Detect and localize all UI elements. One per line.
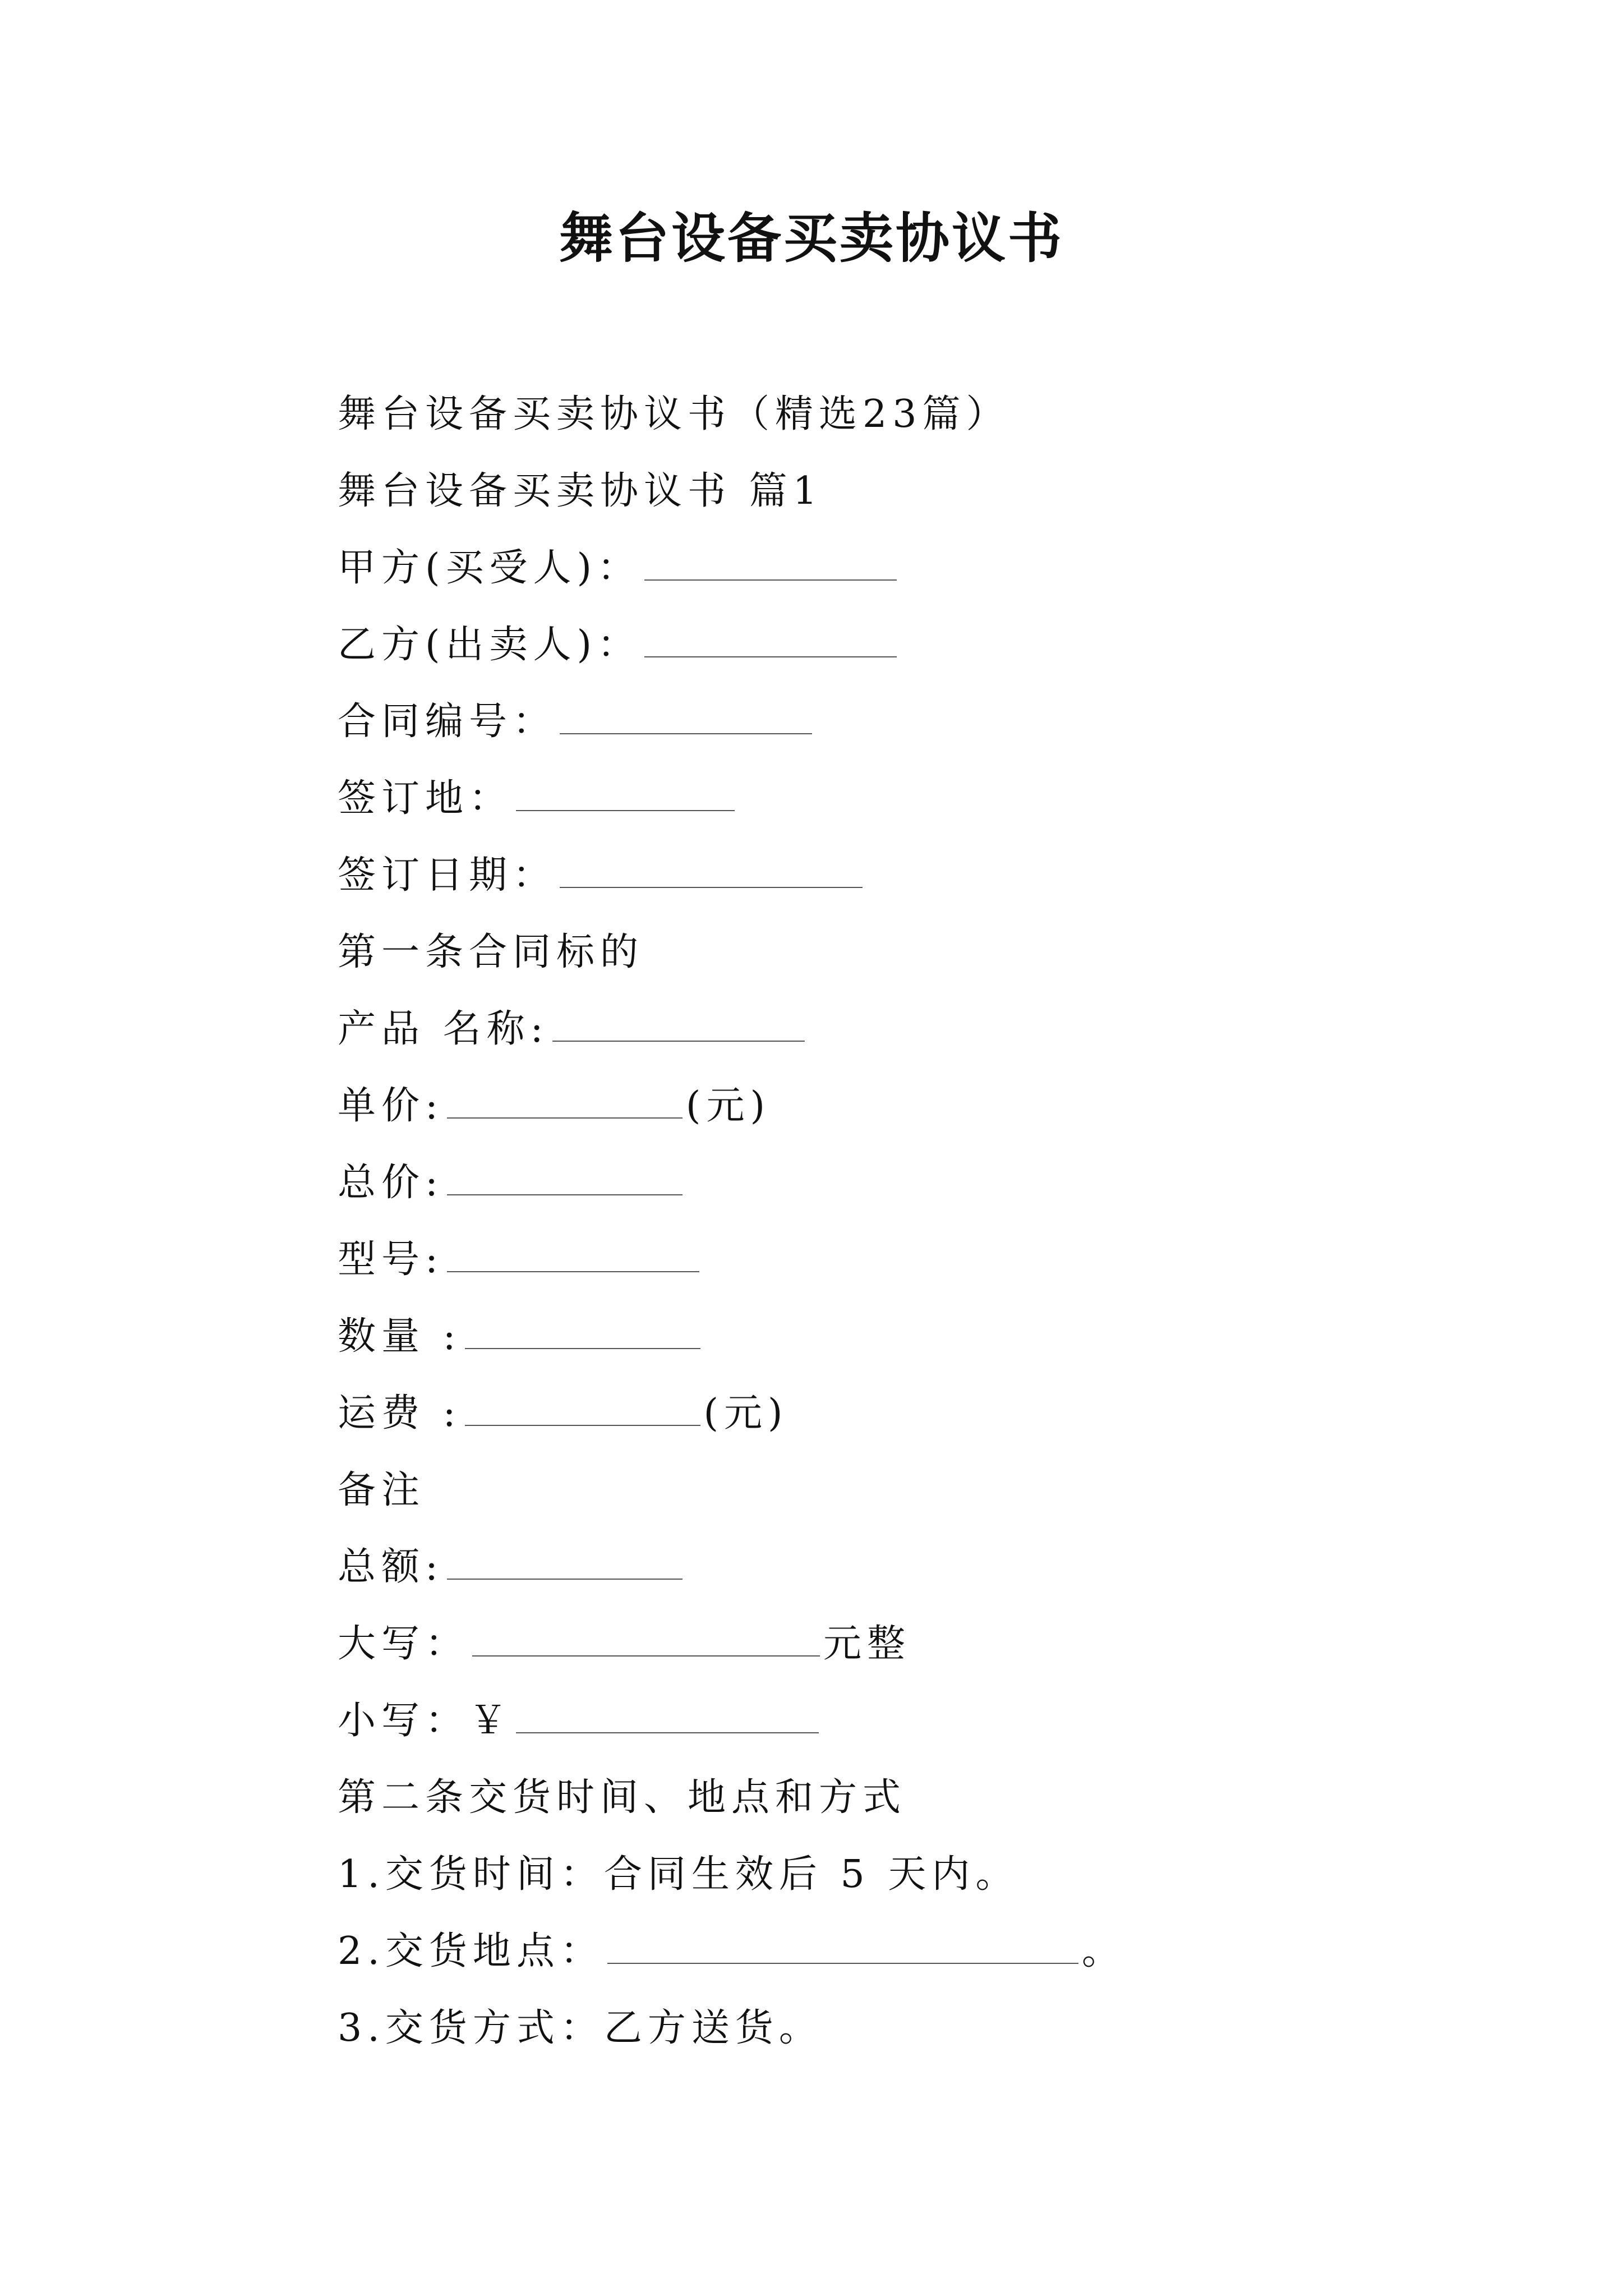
lower-case-line [338, 1682, 1515, 1759]
delivery-place-line [338, 1913, 1515, 1990]
remarks-line [338, 1452, 1515, 1529]
lower-case-blank [516, 1705, 819, 1733]
quantity-line [338, 1298, 1515, 1375]
party-b-blank [644, 629, 897, 657]
freight-blank [465, 1398, 700, 1426]
product-name-label: 产品 名称: [338, 1007, 549, 1051]
freight-line [338, 1375, 1515, 1452]
upper-case-blank [472, 1628, 820, 1657]
upper-case-line [338, 1605, 1515, 1682]
sign-date-line [338, 837, 1515, 914]
article2-heading: 第二条交货时间、地点和方式 [338, 1775, 907, 1820]
unit-price-suffix: (元) [685, 1084, 771, 1128]
party-a-line [338, 530, 1515, 606]
party-a-blank [644, 553, 897, 581]
contract-no-label: 合同编号： [338, 700, 557, 744]
article1-heading: 第一条合同标的 [338, 930, 644, 974]
freight-label: 运费 : [338, 1391, 462, 1435]
upper-case-suffix: 元整 [823, 1622, 911, 1666]
lower-case-label: 小写：￥ [338, 1699, 513, 1743]
model-blank [447, 1244, 699, 1272]
model-label: 型号: [338, 1237, 444, 1282]
remarks-label: 备注 [338, 1468, 426, 1512]
delivery-method-line: 3.交货方式：乙方送货。 [338, 2006, 823, 2050]
product-name-line [338, 991, 1515, 1068]
delivery-time-line: 1.交货时间：合同生效后 5 天内。 [338, 1852, 1020, 1897]
delivery-place-suffix: 。 [1081, 1929, 1126, 1973]
sign-date-blank [560, 860, 863, 888]
sign-place-blank [516, 783, 735, 811]
quantity-label: 数量 : [338, 1314, 462, 1359]
sign-place-line [338, 760, 1515, 837]
total-amount-line [338, 1529, 1515, 1605]
unit-price-line [338, 1068, 1515, 1144]
document-body [338, 376, 1515, 2067]
sign-date-label: 签订日期： [338, 853, 557, 898]
total-price-blank [447, 1167, 683, 1195]
quantity-blank [465, 1321, 700, 1349]
unit-price-blank [447, 1091, 683, 1119]
freight-suffix: (元) [703, 1391, 789, 1435]
section-heading: 舞台设备买卖协议书 篇1 [338, 469, 823, 513]
product-name-blank [552, 1014, 805, 1042]
contract-no-blank [560, 706, 812, 734]
total-amount-label: 总额: [338, 1545, 444, 1589]
contract-no-line [338, 683, 1515, 760]
upper-case-label: 大写： [338, 1622, 469, 1666]
model-line [338, 1221, 1515, 1298]
sign-place-label: 签订地： [338, 776, 513, 821]
total-price-line [338, 1144, 1515, 1221]
party-b-label: 乙方(出卖人)： [338, 623, 642, 667]
delivery-place-label: 2.交货地点： [338, 1929, 604, 1973]
unit-price-label: 单价: [338, 1084, 444, 1128]
document-subtitle: 舞台设备买卖协议书（精选23篇） [338, 392, 1010, 436]
party-a-label: 甲方(买受人)： [338, 546, 642, 590]
document-title: 舞台设备买卖协议书 [559, 206, 1064, 270]
party-b-line [338, 606, 1515, 683]
delivery-place-blank [607, 1936, 1078, 1964]
total-amount-blank [447, 1552, 683, 1580]
total-price-label: 总价: [338, 1161, 444, 1205]
